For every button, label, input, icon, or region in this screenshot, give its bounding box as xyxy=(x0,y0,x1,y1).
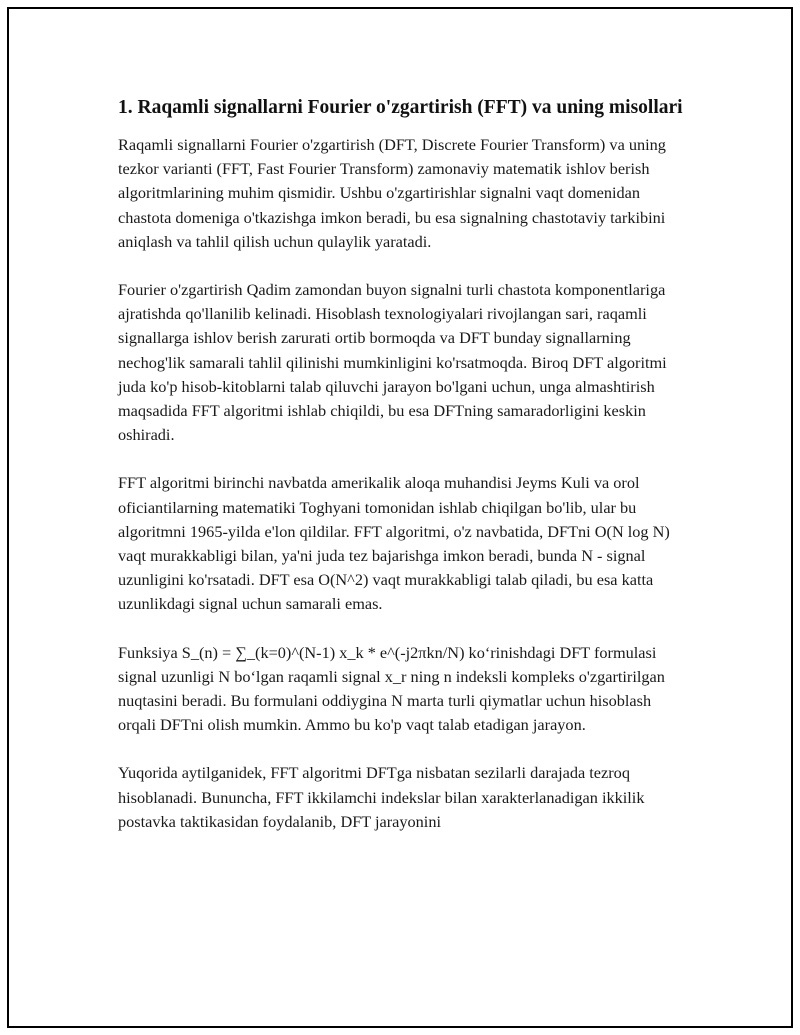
paragraph-fft-speed: Yuqorida aytilganidek, FFT algoritmi DFTga nisbatan sezilarli darajada tezroq hisoblanadi. Bununcha, FFT ikkilamchi indekslar bilan xarakterlanadigan ikkilik postavka taktikasidan foydalanib, DFT jarayonini xyxy=(118,763,645,831)
paragraph-dft-formula: Funksiya S_(n) = ∑_(k=0)^(N-1) x_k * e^(-j2πkn/N) koʻrinishdagi DFT formulasi signal uzunligi N boʻlgan raqamli signal x_r ning n indeksli kompleks o'zgartirilgan nuqtasini beradi. Bu formulani oddiygina N marta turli qiymatlar uchun hisoblash orqali DFTni olish mumkin. Ammo bu ko'p vaqt talab etadigan jarayon. xyxy=(118,642,665,735)
paragraph-history: Fourier o'zgartirish Qadim zamondan buyon signalni turli chastota komponentlariga ajratishda qo'llanilib kelinadi. Hisoblash texnologiyalari rivojlangan sari, raqamli signallarga ishlov berish zarurati ortib bormoqda va DFT bunday signallarning nechog'lik samarali tahlil qilinishi mumkinligini ko'rsatmoqda. Biroq DFT algoritmi juda ko'p hisob-kitoblarni talab qiluvchi jarayon bo'lgani uchun, unga almashtirish maqsadida FFT algoritmi ishlab chiqildi, bu esa DFTning samaradorligini keskin oshiradi. xyxy=(118,280,667,445)
paragraph-fft-origin: FFT algoritmi birinchi navbatda amerikalik aloqa muhandisi Jeyms Kuli va orol oficiantilarning matematiki Toghyani tomonidan ishlab chiqilgan bo'lib, ular bu algoritmni 1965-yilda e'lon qildilar. FFT algoritmi, o'z navbatida, DFTni O(N log N) vaqt murakkabligi bilan, ya'ni juda tez bajarishga imkon beradi, bunda N - signal uzunligini ko'rsatadi. DFT esa O(N^2) vaqt murakkabligi talab qiladi, bu esa katta uzunlikdagi signal uchun samarali emas. xyxy=(118,473,670,614)
paragraph-intro: Raqamli signallarni Fourier o'zgartirish (DFT, Discrete Fourier Transform) va uning tezkor varianti (FFT, Fast Fourier Transform) zamonaviy matematik ishlov berish algoritmlarining muhim qismidir. Ushbu o'zgartirishlar signalni vaqt domenidan chastota domeniga o'tkazishga imkon beradi, bu esa signalning chastotaviy tarkibini aniqlash va tahlil qilish uchun qulaylik yaratadi. xyxy=(118,135,666,251)
document-body xyxy=(118,94,684,858)
section-heading: 1. Raqamli signallarni Fourier o'zgartirish (FFT) va uning misollari xyxy=(118,97,683,118)
